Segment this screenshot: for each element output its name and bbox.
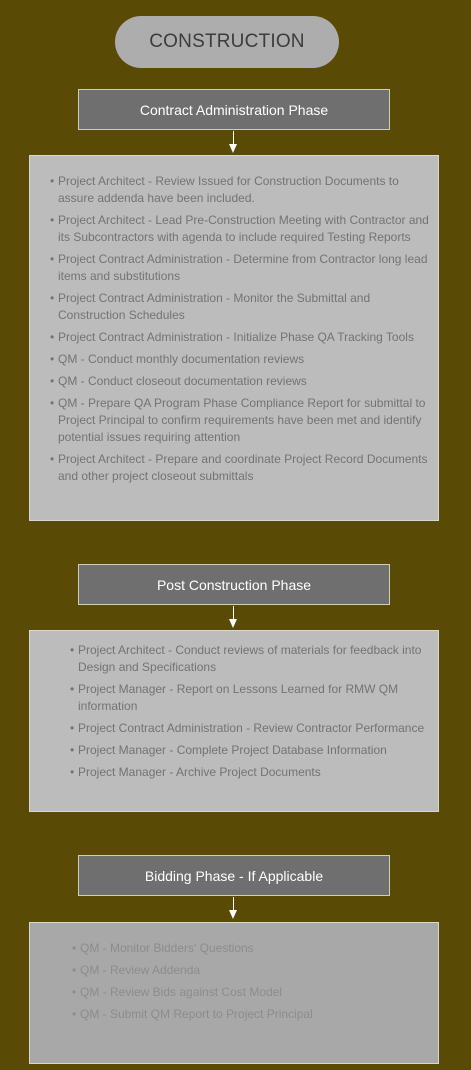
list-item: • Project Contract Administration - Initialize Phase QA Tracking Tools xyxy=(58,329,434,346)
phase-panel-post-construction xyxy=(29,630,439,812)
list-item: • Project Contract Administration - Review Contractor Performance xyxy=(78,720,428,737)
flow-arrow xyxy=(233,897,234,917)
flow-arrow xyxy=(233,131,234,151)
list-item: • QM - Review Bids against Cost Model xyxy=(80,984,430,1001)
list-item: • QM - Conduct monthly documentation reviews xyxy=(58,351,434,368)
list-item: • Project Contract Administration - Determine from Contractor long lead items and substitutions xyxy=(58,251,434,285)
list-item: • QM - Monitor Bidders' Questions xyxy=(80,940,430,957)
list-item: • Project Architect - Review Issued for Construction Documents to assure addenda have been included. xyxy=(58,173,434,207)
phase-panel-contract-administration xyxy=(29,155,439,521)
phase-header-bidding: Bidding Phase - If Applicable xyxy=(78,855,390,896)
list-item: • Project Architect - Lead Pre-Construction Meeting with Contractor and its Subcontractors with agenda to include required Testing Reports xyxy=(58,212,434,246)
phase-panel-bidding xyxy=(29,922,439,1064)
list-item: • QM - Prepare QA Program Phase Compliance Report for submittal to Project Principal to confirm requirements have been met and identify potential issues requiring attention xyxy=(58,395,434,446)
phase-header-contract-administration: Contract Administration Phase xyxy=(78,89,390,130)
list-item: • Project Manager - Complete Project Database Information xyxy=(78,742,428,759)
list-item: • Project Architect - Conduct reviews of materials for feedback into Design and Specifications xyxy=(78,642,428,676)
list-item: • Project Contract Administration - Monitor the Submittal and Construction Schedules xyxy=(58,290,434,324)
list-item: • Project Architect - Prepare and coordinate Project Record Documents and other project closeout submittals xyxy=(58,451,434,485)
phase-header-post-construction: Post Construction Phase xyxy=(78,564,390,605)
list-item: • QM - Review Addenda xyxy=(80,962,430,979)
list-item: • Project Manager - Archive Project Documents xyxy=(78,764,428,781)
list-item: • QM - Submit QM Report to Project Principal xyxy=(80,1006,430,1023)
flow-arrow xyxy=(233,606,234,626)
list-item: • QM - Conduct closeout documentation reviews xyxy=(58,373,434,390)
list-item: • Project Manager - Report on Lessons Learned for RMW QM information xyxy=(78,681,428,715)
diagram-title: CONSTRUCTION xyxy=(115,16,339,68)
